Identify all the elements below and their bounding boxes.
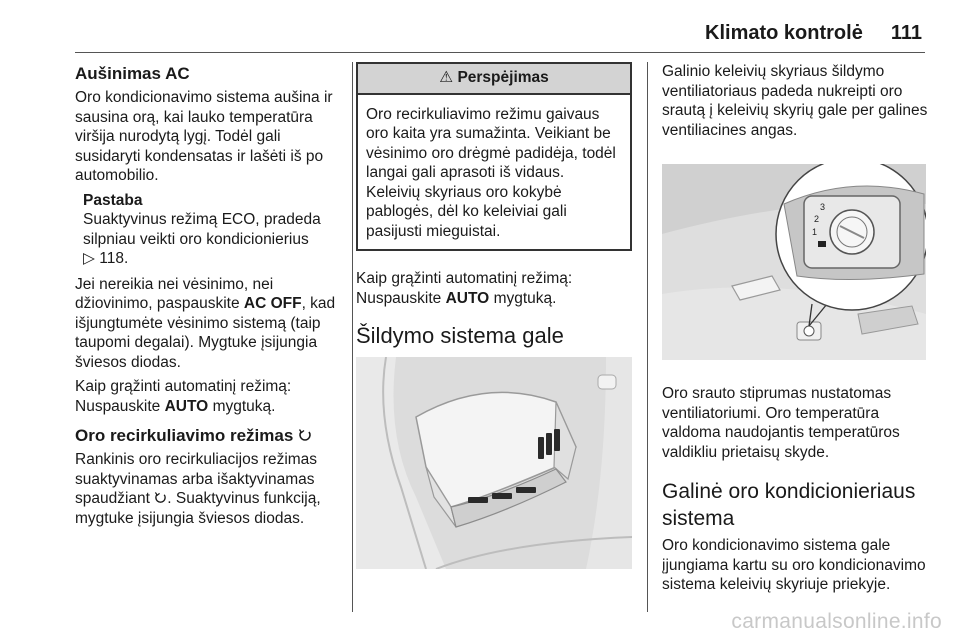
paragraph-recirculation [75,450,347,528]
paragraph-fan-speed: Oro srauto stiprumas nustatomas ventiliatoriumi. Oro temperatūra valdoma naudojantis temperatūros valdikliu prietaisų skyde. [662,385,900,461]
knob-label-2: 2 [814,214,820,224]
watermark: carmanualsonline.info [731,610,942,633]
ac-off-text-1: Jei nereikia nei vėsinimo, nei džiovinimo, paspauskite [75,275,274,312]
recirc-text-1: Rankinis oro recirkuliacijos režimas suaktyvinamas arba išaktyvinamas spaudžiant [75,451,318,507]
reference-arrow-icon: ▷ [83,250,95,267]
auto-button-label: AUTO [164,397,209,415]
column-1 [75,62,347,533]
warning-header [358,64,630,95]
column-3 [662,62,932,600]
warning-title: Perspėjimas [457,69,549,86]
recirculation-icon [298,428,312,443]
auto2-text-1: Kaip grąžinti automatinį režimą: Nuspauskite [356,270,573,307]
paragraph-rear-ac: Oro kondicionavimo sistema gale įjungiama kartu su oro kondicionavimo sistema keleivių skyriuje priekyje. [662,537,926,593]
auto-text-1: Kaip grąžinti automatinį režimą: Nuspauskite [75,378,292,415]
auto-text-2: mygtuką. [212,397,276,415]
auto2-text-2: mygtuką. [493,289,557,307]
warning-triangle-icon: ⚠ [439,69,454,86]
ac-off-button-label: AC OFF [243,295,302,312]
paragraph-rear-heating: Galinio keleivių skyriaus šildymo ventiliatoriaus padeda nukreipti oro srautą į keleivių skyrių gale per galines ventiliacines angas. [662,63,928,139]
column-divider-2 [647,62,648,612]
knob-label-3: 3 [820,202,826,212]
paragraph-ac-off [75,275,347,373]
paragraph-cooling: Oro kondicionavimo sistema aušina ir sausina orą, kai lauko temperatūra viršija nurodytą lygį. Todėl gali susidaryti kondensatas ir lašėti iš po automobilio. [75,89,333,184]
page-header [705,22,922,45]
paragraph-auto-2 [356,269,636,308]
note-text: Suaktyvinus režimą ECO, pradeda silpniau veikti oro kondicionierius [83,211,321,248]
recirculation-icon-inline [154,491,167,505]
header-title: Klimato kontrolė [705,22,863,44]
recirculation-heading-text: Oro recirkuliavimo režimas [75,426,294,445]
header-rule [75,52,925,53]
heading-rear-ac: Galinė oro kondicionieriaus sistema [662,480,916,530]
ac-off-text-2: , kad išjungtumėte vėsinimo sistemą (taip taupomi degalai). Mygtuke įsijungia šviesos diodas. [75,295,336,371]
note-block [83,191,347,269]
auto2-button-label: AUTO [445,289,490,307]
recirc-text-2: . Suaktyvinus funkciją, mygtuke įsijungia šviesos diodas. [75,490,321,527]
note-title: Pastaba [83,191,143,209]
heading-rear-heating: Šildymo sistema gale [356,323,564,348]
rear-fan-knob-illustration [662,164,926,360]
note-reference: 118. [99,250,129,267]
column-2 [356,62,636,569]
warning-box [356,62,632,251]
warning-text: Oro recirkuliavimo režimu gaivaus oro kaita yra sumažinta. Veikiant be vėsinimo oro drėgmė padidėja, todėl langai gali aprasoti iš vidaus. Keleivių skyriaus oro kokybė pablogės, dėl ko keleiviai gali pasijusti mieguistai. [366,105,616,240]
rear-vent-illustration [356,357,632,569]
paragraph-auto-1 [75,377,347,416]
knob-label-1: 1 [812,227,818,237]
heading-cooling: Aušinimas AC [75,64,190,83]
heading-recirculation [75,426,347,446]
column-divider-1 [352,62,353,612]
page-number: 111 [890,22,922,44]
